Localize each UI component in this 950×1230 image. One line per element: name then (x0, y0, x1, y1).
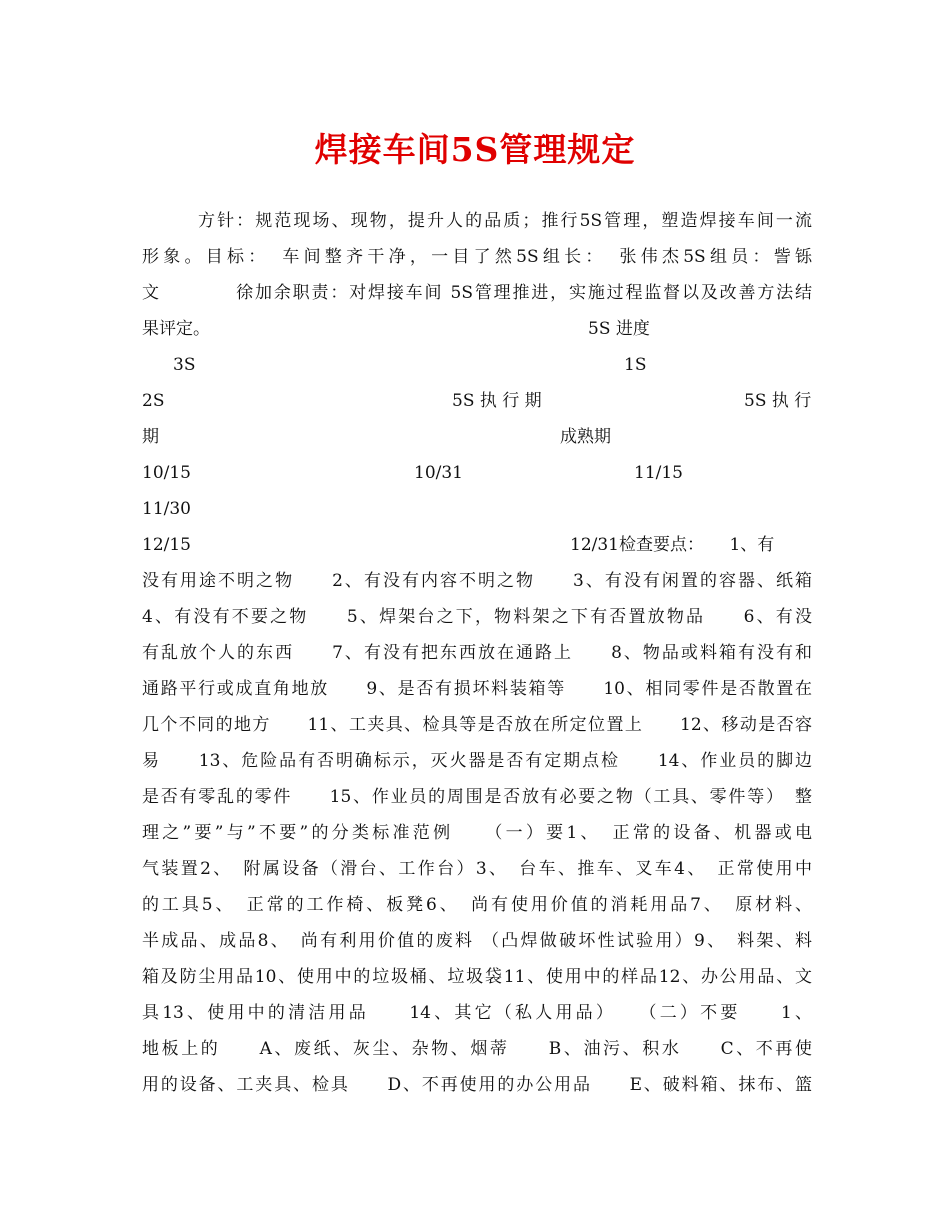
text-segment: 2S (142, 391, 165, 411)
date-label: 11/30 (142, 499, 191, 519)
text-line: 没有用途不明之物 2、有没有内容不明之物 3、有没有闲置的容器、纸箱 (142, 571, 812, 591)
text-line: 文 徐加余职责：对焊接车间 5S管理推进，实施过程监督以及改善方法结 (142, 283, 812, 303)
text-line-row (142, 383, 812, 419)
text-segment: 5S 执 行 (744, 391, 812, 411)
text-line: 半成品、成品8、 尚有利用价值的废料 （凸焊做破坏性试验用）9、 料架、料 (142, 931, 812, 951)
text-line: 易 13、危险品有否明确标示，灭火器是否有定期点检 14、作业员的脚边 (142, 751, 812, 771)
text-line: 4、有没有不要之物 5、焊架台之下，物料架之下有否置放物品 6、有没 (142, 607, 812, 627)
text-line-row (142, 347, 812, 383)
date-label: 10/15 (142, 463, 191, 483)
text-line: 理之”要”与”不要”的分类标准范例 （一）要1、 正常的设备、机器或电 (142, 823, 812, 843)
text-line: 方针：规范现场、现物，提升人的品质；推行5S管理，塑造焊接车间一流 (198, 211, 812, 231)
document-title: 焊接车间5S管理规定 (314, 130, 636, 169)
text-segment: 期 (142, 427, 159, 447)
text-line-row (142, 311, 812, 347)
text-line: 具13、使用中的清洁用品 14、其它（私人用品） （二）不要 1、 (142, 1003, 812, 1023)
text-segment: 3S (173, 355, 196, 375)
text-line-row (142, 455, 812, 491)
text-segment: 12/31检查要点： 1、有 (570, 535, 775, 555)
text-line: 箱及防尘用品10、使用中的垃圾桶、垃圾袋11、使用中的样品12、办公用品、文 (142, 967, 812, 987)
text-line: 地板上的 A、废纸、灰尘、杂物、烟蒂 B、油污、积水 C、不再使 (142, 1039, 812, 1059)
text-line: 气装置2、 附属设备（滑台、工作台）3、 台车、推车、叉车4、 正常使用中 (142, 859, 812, 879)
text-segment: 1S (624, 355, 647, 375)
text-line: 的工具5、 正常的工作椅、板凳6、 尚有使用价值的消耗用品7、 原材料、 (142, 895, 812, 915)
date-label: 11/15 (634, 463, 683, 483)
date-label: 12/15 (142, 535, 191, 555)
text-line-row (142, 419, 812, 455)
text-line: 是否有零乱的零件 15、作业员的周围是否放有必要之物（工具、零件等） 整 (142, 787, 812, 807)
text-segment: 果评定。 (142, 319, 210, 339)
date-label: 10/31 (414, 463, 463, 483)
text-line: 几个不同的地方 11、工夹具、检具等是否放在所定位置上 12、移动是否容 (142, 715, 812, 735)
text-line: 通路平行或成直角地放 9、是否有损坏料装箱等 10、相同零件是否散置在 (142, 679, 812, 699)
progress-heading: 5S 进度 (588, 319, 650, 339)
text-line: 有乱放个人的东西 7、有没有把东西放在通路上 8、物品或料箱有没有和 (142, 643, 812, 663)
text-segment: 成熟期 (560, 427, 611, 447)
text-line-row (142, 527, 812, 563)
text-line: 用的设备、工夹具、检具 D、不再使用的办公用品 E、破料箱、抹布、篮 (142, 1075, 812, 1095)
text-segment: 5S 执 行 期 (452, 391, 542, 411)
text-line: 形象。目标： 车间整齐干净，一目了然5S组长： 张伟杰5S组员：訾铄 (142, 247, 812, 267)
